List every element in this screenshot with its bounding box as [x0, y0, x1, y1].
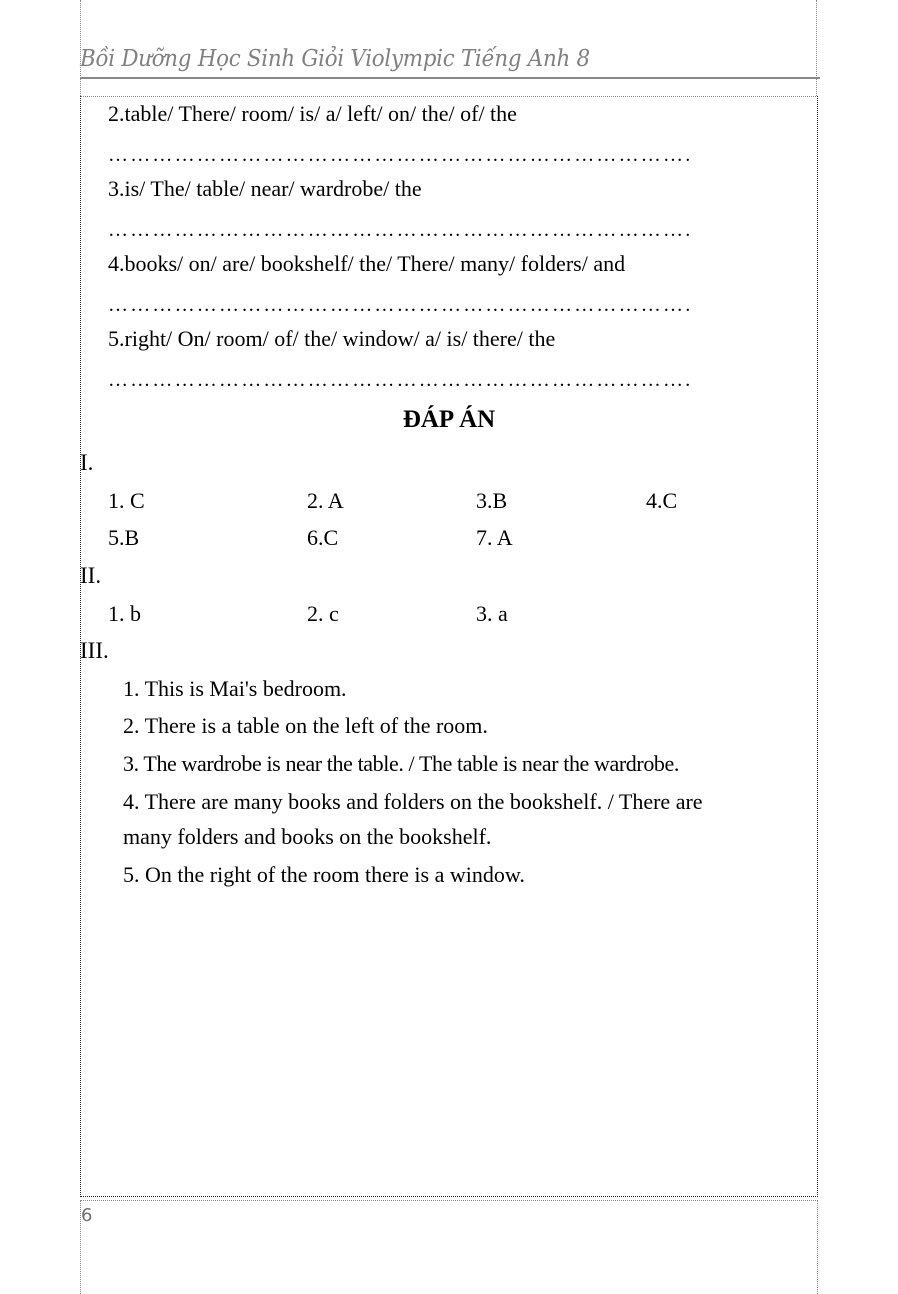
exercise-item-2: 2.table/ There/ room/ is/ a/ left/ on/ the/ of/ the [108, 101, 517, 126]
answer-line-2: ……………………………………………………………………. [108, 144, 693, 166]
answer-2-3: 3. a [476, 601, 508, 626]
section-3-label: III. [80, 638, 109, 663]
page-footer [80, 1200, 818, 1294]
right-margin-guide [816, 0, 817, 96]
answer-1-7: 7. A [476, 525, 513, 550]
page-header [80, 0, 816, 96]
answer-1-3: 3.B [476, 488, 508, 513]
header-divider [80, 77, 820, 79]
answer-3-3: 3. The wardrobe is near the table. / The table is near the wardrobe. [123, 751, 679, 776]
answer-line-4: ……………………………………………………………………. [108, 294, 693, 316]
answer-1-6: 6.C [307, 525, 339, 550]
answer-1-2: 2. A [307, 488, 344, 513]
answer-2-1: 1. b [108, 601, 141, 626]
exercise-item-4: 4.books/ on/ are/ bookshelf/ the/ There/ many/ folders/ and [108, 251, 626, 276]
answer-3-4: 4. There are many books and folders on the bookshelf. / There are [123, 789, 703, 814]
answer-line-5: ……………………………………………………………………. [108, 369, 693, 391]
exercise-item-3: 3.is/ The/ table/ near/ wardrobe/ the [108, 176, 422, 201]
answer-key-title: ĐÁP ÁN [402, 406, 496, 433]
answer-1-5: 5.B [108, 525, 140, 550]
answer-3-4-continued: many folders and books on the bookshelf. [123, 824, 492, 849]
section-1-label: I. [80, 450, 94, 475]
answer-3-5: 5. On the right of the room there is a window. [123, 862, 525, 887]
section-2-label: II. [80, 563, 102, 588]
answer-2-2: 2. c [307, 601, 339, 626]
answer-3-2: 2. There is a table on the left of the room. [123, 713, 488, 738]
answer-line-3: ……………………………………………………………………. [108, 219, 693, 241]
answer-3-1: 1. This is Mai's bedroom. [123, 676, 347, 701]
answer-1-4: 4.C [646, 488, 678, 513]
header-title: Bồi Dưỡng Học Sinh Giỏi Violympic Tiếng Anh 8 [80, 46, 590, 72]
answer-1-1: 1. C [108, 488, 145, 513]
page-number: 6 [81, 1205, 93, 1226]
exercise-item-5: 5.right/ On/ room/ of/ the/ window/ a/ is/ there/ the [108, 326, 556, 351]
